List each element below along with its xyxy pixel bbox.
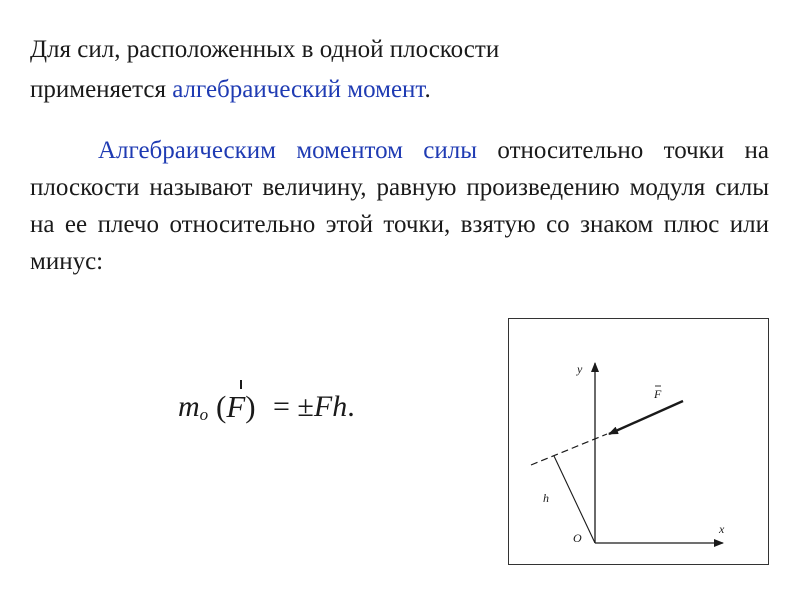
arm-label: h <box>543 491 549 505</box>
definition-paragraph <box>30 132 769 280</box>
formula-rhs <box>273 390 355 424</box>
moment-formula <box>178 380 378 440</box>
intro-line-2 <box>30 70 499 110</box>
vector-mark <box>240 380 242 389</box>
formula-m: m <box>178 390 200 423</box>
formula-moment-symbol <box>178 390 208 425</box>
formula-subscript: o <box>199 405 209 424</box>
origin-label: O <box>573 531 582 545</box>
x-axis-label: x <box>719 522 725 536</box>
intro-prefix: применяется <box>30 76 173 103</box>
arm-line <box>554 456 595 543</box>
formula-product: Fh <box>313 390 348 423</box>
diagram-svg <box>509 319 770 566</box>
intro-text <box>30 30 499 110</box>
force-arrow <box>609 401 683 434</box>
formula-open-paren: ( <box>216 389 227 424</box>
formula-period: . <box>347 390 355 423</box>
y-axis-label: y <box>577 362 583 376</box>
formula-argument <box>216 389 256 425</box>
formula-force: F <box>226 389 246 424</box>
definition-text: относительно точки на плоскости называют величину, равную произведению модуля силы на ее плечо относительно этой точки, взятую со знаком плюс или минус: <box>30 137 769 275</box>
moment-diagram <box>508 318 769 565</box>
formula-equals: = ± <box>273 390 314 423</box>
formula-close-paren: ) <box>245 389 256 424</box>
intro-line-1: Для сил, расположенных в одной плоскости <box>30 36 500 63</box>
algebraic-moment-term: алгебраический момент <box>172 76 425 103</box>
definition-term: Алгебраическим моментом силы <box>98 137 478 164</box>
intro-suffix: . <box>424 76 431 103</box>
force-label: F <box>654 387 662 401</box>
